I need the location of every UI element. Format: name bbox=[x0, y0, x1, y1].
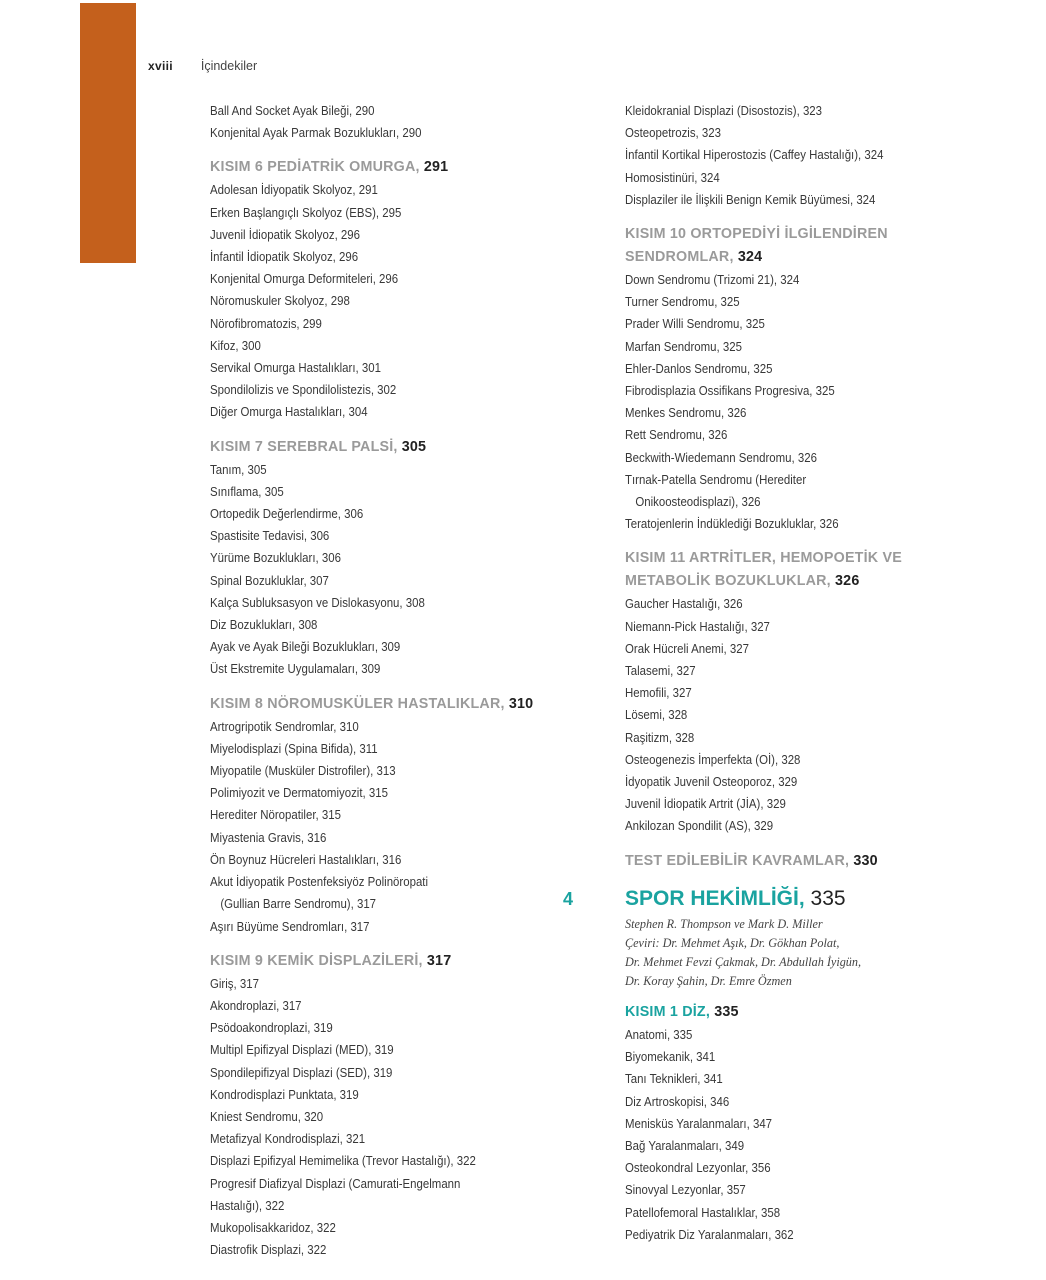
toc-entry[interactable]: Miyastenia Gravis, 316 bbox=[210, 829, 327, 845]
toc-entry[interactable]: Spondilolizis ve Spondilolistezis, 302 bbox=[210, 382, 397, 398]
toc-entry[interactable]: Ayak ve Ayak Bileği Bozuklukları, 309 bbox=[210, 639, 401, 655]
toc-entry[interactable]: Raşitizm, 328 bbox=[625, 729, 695, 745]
toc-entry[interactable]: Juvenil İdiopatik Skolyoz, 296 bbox=[210, 226, 361, 242]
toc-entry[interactable]: İnfantil İdiopatik Skolyoz, 296 bbox=[210, 249, 359, 265]
toc-entry[interactable]: Rett Sendromu, 326 bbox=[625, 427, 728, 443]
toc-entry[interactable]: Erken Başlangıçlı Skolyoz (EBS), 295 bbox=[210, 204, 402, 220]
section-title: METABOLİK BOZUKLUKLAR, bbox=[625, 573, 836, 590]
toc-entry[interactable]: Diz Bozuklukları, 308 bbox=[210, 617, 318, 633]
toc-entry[interactable]: Gaucher Hastalığı, 326 bbox=[625, 596, 743, 612]
toc-entry[interactable]: Kalça Subluksasyon ve Dislokasyonu, 308 bbox=[210, 594, 425, 610]
toc-entry[interactable]: Displaziler ile İlişkili Benign Kemik Büyümesi, 324 bbox=[625, 191, 876, 207]
toc-section-heading[interactable] bbox=[625, 246, 1025, 269]
toc-right-column bbox=[625, 100, 1025, 873]
toc-entry[interactable]: Multipl Epifizyal Displazi (MED), 319 bbox=[210, 1042, 394, 1058]
section-page: 305 bbox=[401, 438, 427, 455]
toc-entry[interactable]: Osteopetrozis, 323 bbox=[625, 125, 721, 141]
section-page: 324 bbox=[737, 249, 763, 266]
section-page: 335 bbox=[714, 1004, 739, 1020]
section-title: KISIM 8 NÖROMUSKÜLER HASTALIKLAR, bbox=[210, 695, 509, 712]
toc-entry[interactable]: Spastisite Tedavisi, 306 bbox=[210, 528, 330, 544]
toc-entry[interactable]: Progresif Diafizyal Displazi (Camurati-Engelmann bbox=[210, 1175, 461, 1191]
toc-entry[interactable]: Konjenital Ayak Parmak Bozuklukları, 290 bbox=[210, 125, 422, 141]
author-line: Stephen R. Thompson ve Mark D. Miller bbox=[625, 917, 823, 931]
toc-entry[interactable]: Nörofibromatozis, 299 bbox=[210, 315, 322, 331]
toc-entry[interactable]: Akondroplazi, 317 bbox=[210, 997, 302, 1013]
toc-entry[interactable]: Pediyatrik Diz Yaralanmaları, 362 bbox=[625, 1226, 794, 1242]
toc-entry[interactable]: Miyelodisplazi (Spina Bifida), 311 bbox=[210, 740, 378, 756]
page-header bbox=[148, 58, 257, 74]
toc-entry[interactable]: İnfantil Kortikal Hiperostozis (Caffey Hastalığı), 324 bbox=[625, 147, 884, 163]
toc-entry[interactable]: Kondrodisplazi Punktata, 319 bbox=[210, 1086, 359, 1102]
page-number: xviii bbox=[148, 59, 173, 73]
section-title: KISIM 11 ARTRİTLER, HEMOPOETİK VE bbox=[625, 550, 902, 567]
toc-section-heading[interactable] bbox=[210, 156, 600, 179]
chapter-color-tab bbox=[80, 3, 136, 263]
section-title: SENDROMLAR, bbox=[625, 249, 738, 266]
toc-section-heading[interactable] bbox=[625, 223, 1025, 246]
toc-section-heading[interactable] bbox=[625, 547, 1025, 570]
toc-entry[interactable]: Giriş, 317 bbox=[210, 975, 259, 991]
toc-entry[interactable]: Anatomi, 335 bbox=[625, 1027, 693, 1042]
toc-entry[interactable]: Beckwith-Wiedemann Sendromu, 326 bbox=[625, 449, 817, 465]
toc-entry[interactable]: Kleidokranial Displazi (Disostozis), 323 bbox=[625, 103, 823, 118]
toc-chapter-column bbox=[625, 1001, 1025, 1246]
toc-entry[interactable]: Teratojenlerin İndüklediği Bozukluklar, 326 bbox=[625, 516, 839, 532]
section-title: KISIM 10 ORTOPEDİYİ İLGİLENDİREN bbox=[625, 226, 888, 243]
toc-entry[interactable]: Adolesan İdiyopatik Skolyoz, 291 bbox=[210, 182, 378, 198]
toc-entry[interactable]: Down Sendromu (Trizomi 21), 324 bbox=[625, 272, 800, 288]
toc-entry[interactable]: Niemann-Pick Hastalığı, 327 bbox=[625, 618, 770, 634]
toc-entry[interactable]: Tırnak-Patella Sendromu (Herediter bbox=[625, 471, 807, 487]
toc-entry[interactable]: Kifoz, 300 bbox=[210, 337, 261, 353]
toc-entry[interactable]: Ön Boynuz Hücreleri Hastalıkları, 316 bbox=[210, 851, 402, 867]
toc-left-column bbox=[210, 100, 600, 1261]
section-title: TEST EDİLEBİLİR KAVRAMLAR, bbox=[625, 852, 854, 869]
toc-entry[interactable]: Biyomekanik, 341 bbox=[625, 1049, 716, 1065]
toc-entry[interactable]: İdyopatik Juvenil Osteoporoz, 329 bbox=[625, 774, 798, 790]
toc-entry[interactable]: Tanı Teknikleri, 341 bbox=[625, 1071, 723, 1087]
section-page: 330 bbox=[853, 852, 878, 869]
toc-entry[interactable]: Diz Artroskopisi, 346 bbox=[625, 1093, 730, 1109]
toc-entry[interactable]: Diğer Omurga Hastalıkları, 304 bbox=[210, 404, 368, 420]
chapter-authors bbox=[625, 915, 861, 991]
toc-entry[interactable]: Turner Sendromu, 325 bbox=[625, 294, 740, 310]
chapter-number: 4 bbox=[563, 889, 574, 909]
toc-entry[interactable]: Miyopatile (Musküler Distrofiler), 313 bbox=[210, 763, 396, 779]
toc-entry[interactable]: Fibrodisplazia Ossifikans Progresiva, 325 bbox=[625, 383, 835, 399]
toc-entry[interactable]: Yürüme Bozuklukları, 306 bbox=[210, 550, 341, 566]
section-page: 326 bbox=[835, 573, 860, 590]
author-line: Çeviri: Dr. Mehmet Aşık, Dr. Gökhan Polat, bbox=[625, 936, 840, 950]
toc-entry[interactable]: Ball And Socket Ayak Bileği, 290 bbox=[210, 103, 375, 118]
toc-entry[interactable]: Ankilozan Spondilit (AS), 329 bbox=[625, 818, 774, 834]
toc-entry[interactable]: Homosistinüri, 324 bbox=[625, 169, 720, 185]
toc-entry[interactable]: Displazi Epifizyal Hemimelika (Trevor Hastalığı), 322 bbox=[210, 1153, 476, 1169]
toc-entry[interactable]: Menisküs Yaralanmaları, 347 bbox=[625, 1115, 773, 1131]
toc-entry[interactable]: Sinovyal Lezyonlar, 357 bbox=[625, 1182, 746, 1198]
section-title: KISIM 9 KEMİK DİSPLAZİLERİ, bbox=[210, 952, 427, 969]
toc-entry[interactable]: Üst Ekstremite Uygulamaları, 309 bbox=[210, 661, 381, 677]
chapter-page: 335 bbox=[810, 887, 846, 910]
section-title: KISIM 1 DİZ, bbox=[625, 1004, 715, 1020]
toc-entry[interactable]: Artrogripotik Sendromlar, 310 bbox=[210, 718, 359, 734]
toc-section-heading[interactable] bbox=[210, 693, 600, 716]
author-line: Dr. Mehmet Fevzi Çakmak, Dr. Abdullah İyigün, bbox=[625, 955, 862, 969]
toc-entry[interactable]: Spondilepifizyal Displazi (SED), 319 bbox=[210, 1064, 393, 1080]
toc-entry[interactable]: Lösemi, 328 bbox=[625, 707, 688, 723]
toc-entry[interactable]: Konjenital Omurga Deformiteleri, 296 bbox=[210, 271, 399, 287]
toc-entry[interactable]: Spinal Bozukluklar, 307 bbox=[210, 572, 329, 588]
toc-entry[interactable]: Nöromuskuler Skolyoz, 298 bbox=[210, 293, 350, 309]
toc-section-heading[interactable] bbox=[210, 950, 600, 973]
toc-entry[interactable]: Aşırı Büyüme Sendromları, 317 bbox=[210, 918, 370, 934]
toc-entry[interactable]: Osteokondral Lezyonlar, 356 bbox=[625, 1160, 771, 1176]
toc-entry[interactable]: Kniest Sendromu, 320 bbox=[210, 1108, 324, 1124]
toc-entry[interactable]: Prader Willi Sendromu, 325 bbox=[625, 316, 765, 332]
section-page: 291 bbox=[423, 159, 449, 176]
toc-entry[interactable]: Akut İdiyopatik Postenfeksiyöz Polinöropati bbox=[210, 874, 429, 890]
toc-entry[interactable]: Juvenil İdiopatik Artrit (JİA), 329 bbox=[625, 796, 786, 812]
section-title: KISIM 7 SEREBRAL PALSİ, bbox=[210, 438, 402, 455]
toc-entry[interactable]: Ehler-Danlos Sendromu, 325 bbox=[625, 360, 773, 376]
toc-entry[interactable]: Polimiyozit ve Dermatomiyozit, 315 bbox=[210, 785, 388, 801]
toc-entry[interactable]: Talasemi, 327 bbox=[625, 663, 696, 679]
section-title: KISIM 6 PEDİATRİK OMURGA, bbox=[210, 159, 424, 176]
toc-entry[interactable]: Orak Hücreli Anemi, 327 bbox=[625, 640, 749, 656]
toc-entry[interactable]: Herediter Nöropatiler, 315 bbox=[210, 807, 341, 823]
toc-entry[interactable]: Osteogenezis İmperfekta (Oİ), 328 bbox=[625, 751, 801, 767]
toc-entry[interactable]: Bağ Yaralanmaları, 349 bbox=[625, 1138, 745, 1154]
chapter-title[interactable] bbox=[625, 887, 846, 911]
toc-entry[interactable]: Marfan Sendromu, 325 bbox=[625, 338, 742, 354]
section-page: 310 bbox=[508, 695, 534, 712]
toc-entry[interactable]: Ortopedik Değerlendirme, 306 bbox=[210, 506, 364, 522]
author-line: Dr. Koray Şahin, Dr. Emre Özmen bbox=[625, 974, 792, 988]
toc-entry[interactable]: Menkes Sendromu, 326 bbox=[625, 405, 747, 421]
toc-entry[interactable]: Servikal Omurga Hastalıkları, 301 bbox=[210, 360, 381, 376]
toc-entry[interactable]: Patellofemoral Hastalıklar, 358 bbox=[625, 1204, 781, 1220]
toc-entry[interactable]: Mukopolisakkaridoz, 322 bbox=[210, 1219, 336, 1235]
toc-entry[interactable]: Hemofili, 327 bbox=[625, 685, 692, 701]
section-page: 317 bbox=[426, 952, 452, 969]
toc-entry[interactable]: Metafizyal Kondrodisplazi, 321 bbox=[210, 1131, 366, 1147]
toc-section-heading[interactable] bbox=[625, 570, 1025, 593]
toc-entry[interactable]: Psödoakondroplazi, 319 bbox=[210, 1020, 333, 1036]
toc-section-heading[interactable] bbox=[625, 850, 1025, 873]
toc-entry[interactable]: (Gullian Barre Sendromu), 317 bbox=[220, 896, 377, 912]
toc-section-heading[interactable] bbox=[625, 1001, 1025, 1024]
toc-entry[interactable]: Onikoosteodisplazi), 326 bbox=[635, 494, 761, 510]
running-title: İçindekiler bbox=[200, 59, 258, 73]
toc-section-heading[interactable] bbox=[210, 436, 600, 459]
toc-entry[interactable]: Tanım, 305 bbox=[210, 461, 267, 477]
toc-entry[interactable]: Sınıflama, 305 bbox=[210, 483, 284, 499]
toc-entry[interactable]: Diastrofik Displazi, 322 bbox=[210, 1242, 327, 1258]
toc-entry[interactable]: Hastalığı), 322 bbox=[210, 1197, 285, 1213]
chapter-title-text: SPOR HEKİMLİĞİ, bbox=[625, 887, 811, 910]
